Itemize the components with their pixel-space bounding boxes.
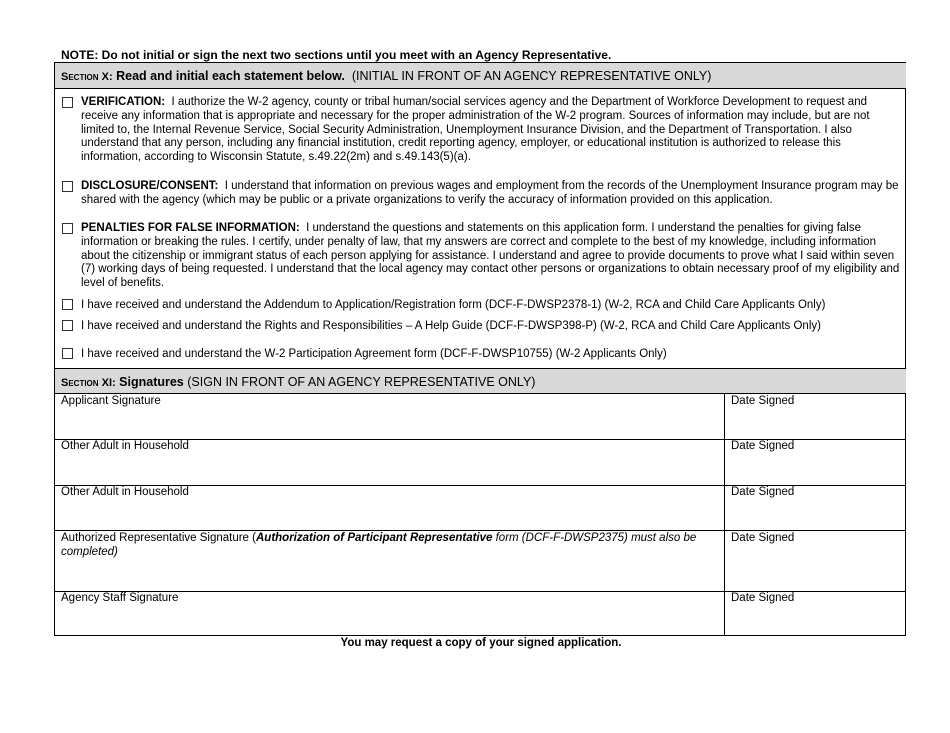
penalties-checkbox[interactable]: [62, 223, 73, 234]
rights-guide-checkbox[interactable]: [62, 320, 73, 331]
authorized-representative-signature-field[interactable]: [61, 532, 713, 559]
addendum-statement: I have received and understand the Addendum to Application/Registration form (DCF-F-DWSP2378-1) (W-2, RCA and Child Care Applicants Only): [81, 299, 826, 311]
verification-checkbox[interactable]: [62, 97, 73, 108]
applicant-signature-field[interactable]: Applicant Signature: [61, 395, 161, 407]
auth-rep-form-name: Authorization of Participant Representative: [255, 532, 493, 544]
participation-agreement-statement: I have received and understand the W-2 Participation Agreement form (DCF-F-DWSP10755) (W-2 Applicants Only): [81, 348, 667, 360]
verification-statement: [81, 96, 901, 165]
section-x-title: Read and initial each statement below.: [116, 69, 345, 83]
auth-rep-suffix: form (DCF-F-DWSP2375) must also be completed): [61, 532, 697, 558]
section-xi-subtitle: (SIGN IN FRONT OF AN AGENCY REPRESENTATIVE ONLY): [187, 375, 536, 389]
agency-staff-date-field[interactable]: Date Signed: [731, 592, 795, 604]
other-adult-1-signature-field[interactable]: Other Adult in Household: [61, 440, 189, 452]
section-x-subtitle: (INITIAL IN FRONT OF AN AGENCY REPRESENTATIVE ONLY): [351, 69, 712, 83]
addendum-checkbox[interactable]: [62, 299, 73, 310]
other-adult-1-date-field[interactable]: Date Signed: [731, 440, 795, 452]
section-x-label: Section X:: [61, 71, 113, 83]
participation-agreement-checkbox[interactable]: [62, 348, 73, 359]
rights-guide-statement: I have received and understand the Rights and Responsibilities – A Help Guide (DCF-F-DWSP398-P) (W-2, RCA and Child Care Applicants Only): [81, 320, 821, 332]
row-divider: [55, 530, 906, 531]
statement-heading: PENALTIES FOR FALSE INFORMATION:: [81, 222, 300, 234]
other-adult-2-signature-field[interactable]: Other Adult in Household: [61, 486, 189, 498]
agency-staff-signature-field[interactable]: Agency Staff Signature: [61, 592, 179, 604]
statement-text: I authorize the W-2 agency, county or tribal human/social services agency and the Department of Workforce Development to request and receive any information that is appropriate and necessary for the proper administration of the W-2 program. Sources of information may include, but are not limited to, the Internal Revenue Service, Social Security Administration, Unemployment Insurance Division, and the Department of Transportation. I also understand that any person, including any financial institution, credit reporting agency, employer, or educational institution is authorized to release this information, according to Wisconsin Statute, s.49.22(2m) and s.49.143(5)(a).: [81, 96, 870, 164]
note-text: NOTE: Do not initial or sign the next two sections until you meet with an Agency Representative.: [61, 48, 612, 62]
section-xi-label: Section XI:: [61, 377, 116, 389]
statement-text: I understand that information on previous wages and employment from the records of the Unemployment Insurance program may be shared with the agency (which may be public or a private organizations to verify the accuracy of information provided on this application.: [81, 180, 899, 206]
section-xi-header: [55, 368, 906, 394]
statement-text: I understand the questions and statements on this application form. I understand the penalties for giving false information or breaking the rules. I certify, under penalty of law, that my answers are correct and complete to the best of my knowledge, including information about the citizenship or immigrant status of each person applying for assistance. I understand and agree to provide documents to prove what I said within seven (7) working days of being requested. I understand that the local agency may contact other persons or organizations to obtain necessary proof of my eligibility and level of benefits.: [81, 222, 900, 290]
other-adult-2-date-field[interactable]: Date Signed: [731, 486, 795, 498]
auth-rep-prefix: Authorized Representative Signature (: [61, 532, 256, 544]
applicant-date-field[interactable]: Date Signed: [731, 395, 795, 407]
disclosure-checkbox[interactable]: [62, 181, 73, 192]
section-x-header: [55, 63, 906, 89]
section-xi-title: Signatures: [119, 375, 184, 389]
authorized-representative-date-field[interactable]: Date Signed: [731, 532, 795, 544]
statement-heading: VERIFICATION:: [81, 96, 166, 108]
footer-note: You may request a copy of your signed application.: [340, 637, 622, 649]
statement-heading: DISCLOSURE/CONSENT:: [81, 180, 219, 192]
disclosure-statement: [81, 180, 901, 208]
penalties-statement: [81, 222, 901, 291]
signature-column-divider: [724, 394, 725, 636]
